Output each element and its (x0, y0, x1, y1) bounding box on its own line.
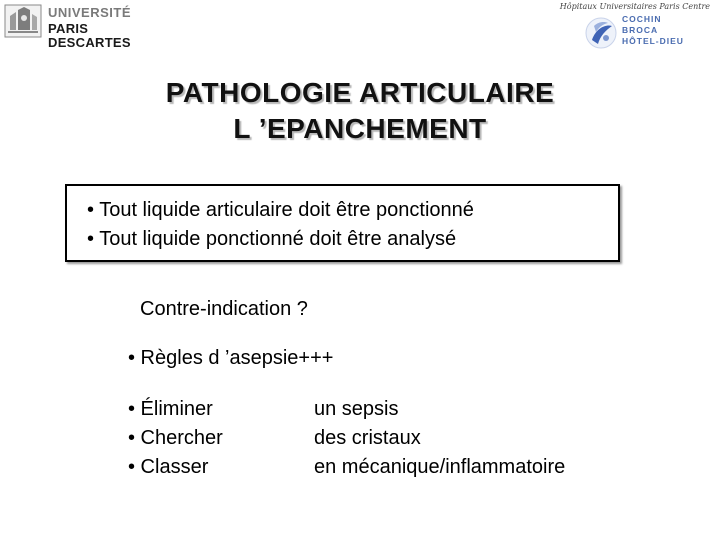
hospital-name-hotel-dieu: HÔTEL-DIEU (622, 36, 684, 46)
university-name-line2: PARIS DESCARTES (48, 21, 131, 50)
statement-analysis: • Tout liquide ponctionné doit être analysé (87, 228, 457, 250)
action-object-crystals: des cristaux (314, 427, 421, 449)
action-verb-classify: • Classer (128, 456, 209, 478)
hospitals-logo (559, 0, 710, 56)
statement-puncture: • Tout liquide articulaire doit être ponctionné (87, 199, 474, 221)
action-object-classification: en mécanique/inflammatoire (314, 456, 566, 478)
hospital-name-cochin: COCHIN (622, 14, 662, 24)
action-verb-eliminate: • Éliminer (128, 398, 213, 420)
university-logo (0, 0, 170, 50)
action-object-sepsis: un sepsis (314, 398, 399, 420)
hospital-emblem-icon (584, 14, 618, 52)
university-seal-icon (4, 4, 42, 38)
asepsis-rule: • Règles d ’asepsie+++ (128, 347, 334, 369)
university-name-line1: UNIVERSITÉ (48, 5, 132, 20)
action-verb-search: • Chercher (128, 427, 223, 449)
contraindication-question: Contre-indication ? (140, 298, 308, 320)
hospitals-script-name: Hôpitaux Universitaires Paris Centre (559, 2, 710, 11)
slide-title-line1: PATHOLOGIE ARTICULAIRE (165, 77, 555, 108)
slide-title (0, 75, 720, 147)
key-statements-box (65, 184, 620, 262)
hospital-name-broca: BROCA (622, 25, 659, 35)
slide-title-line2: L ’EPANCHEMENT (233, 113, 487, 144)
